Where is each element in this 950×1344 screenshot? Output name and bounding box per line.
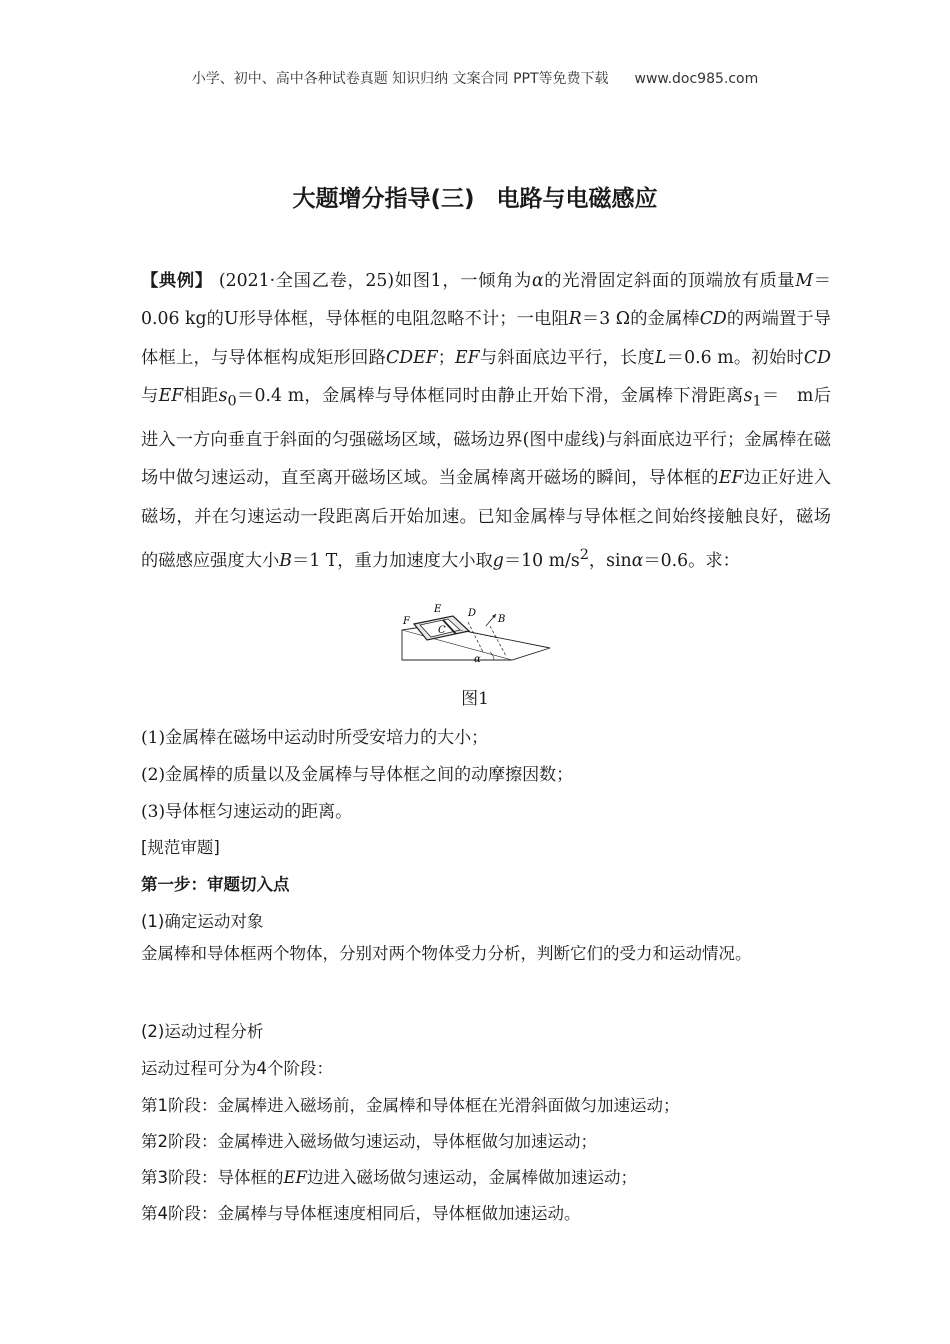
example-source: (2021·全国乙卷，25) xyxy=(218,271,395,291)
label-D: D xyxy=(468,608,477,619)
b-arrow-head xyxy=(492,614,496,618)
var-g: g xyxy=(492,551,504,572)
text: ＝0.4 m，金属棒与导体框同时由静止开始下滑，金属棒下滑距离 xyxy=(236,386,744,407)
figure-incline-diagram xyxy=(398,604,558,668)
stage-text: 第3阶段：导体框的 xyxy=(141,1168,284,1187)
subsection-1-body: 金属棒和导体框两个物体，分别对两个物体受力分析，判断它们的受力和运动情况。 xyxy=(141,944,752,963)
text: 与斜面底边平行，长度 xyxy=(479,347,655,368)
var-M: M xyxy=(795,271,814,291)
figure-caption: 图1 xyxy=(461,689,489,709)
text: ＝0.06 kg的U形导体框，导体框的电阻忽略不计；一电阻 xyxy=(141,271,831,330)
subscript: 0 xyxy=(227,393,237,410)
var-CD: CD xyxy=(699,309,727,330)
label-C: C xyxy=(438,625,446,636)
var-s: s xyxy=(743,386,753,407)
var-alpha: α xyxy=(631,551,644,572)
subsection-2-title: (2)运动过程分析 xyxy=(141,1022,264,1041)
example-tag: 【典例】 xyxy=(141,271,213,291)
header-url: www.doc985.com xyxy=(634,71,759,87)
text: ＝ m后进入一方向垂直于斜面的匀强磁场区域，磁场边界(图中虚线)与斜面底边平行；金属棒在磁场中做匀速运动，直至离开磁场区域。当金属棒离开磁场的瞬间，导体框的 xyxy=(141,386,831,489)
text: ； xyxy=(437,347,456,368)
var-EF: EF xyxy=(283,1168,307,1187)
question-2: (2)金属棒的质量以及金属棒与导体框之间的动摩擦因数； xyxy=(141,765,574,785)
text: 边正好进入磁场，并在匀速运动一段距离后开始加速。已知金属棒与导体框之间始终接触良好，磁场的磁感应强度大小 xyxy=(141,468,831,572)
var-EF: EF xyxy=(718,468,744,489)
var-CD: CD xyxy=(803,347,831,368)
var-CDEF: CDEF xyxy=(386,347,438,368)
label-B: B xyxy=(498,614,506,625)
label-alpha: α xyxy=(474,654,481,665)
stage-text: 第4阶段：金属棒与导体框速度相同后，导体框做加速运动。 xyxy=(141,1204,581,1223)
page-title xyxy=(0,180,950,213)
text: 与 xyxy=(141,386,159,407)
stage-1 xyxy=(141,1092,841,1116)
text: 的两端置于导体框上，与导体框构成矩形回路 xyxy=(141,309,831,368)
var-EF: EF xyxy=(158,386,184,407)
text: ＝0.6 m。初始时 xyxy=(666,347,804,368)
text: 相距 xyxy=(183,386,219,407)
analysis-heading: [规范审题] xyxy=(141,838,220,857)
text: ＝0.6。求： xyxy=(643,551,740,572)
stage-text: 第2阶段：金属棒进入磁场做匀速运动，导体框做匀加速运动； xyxy=(141,1132,597,1151)
text: ，sin xyxy=(588,551,632,572)
label-E: E xyxy=(434,604,442,615)
subsection-1-title: (1)确定运动对象 xyxy=(141,912,264,931)
var-B: B xyxy=(279,551,292,572)
text: ＝3 Ω的金属棒 xyxy=(581,309,700,330)
var-L: L xyxy=(654,347,667,368)
title-main: 大题增分指导(三) xyxy=(292,186,475,212)
subsection-2-intro: 运动过程可分为4个阶段： xyxy=(141,1059,333,1078)
stage-2 xyxy=(141,1128,841,1152)
stage-3 xyxy=(141,1164,841,1188)
text: 如图1，一倾角为 xyxy=(394,271,532,291)
subscript: 1 xyxy=(752,393,762,410)
text: ＝10 m/s xyxy=(503,551,580,572)
stage-text: 第1阶段：金属棒进入磁场前，金属棒和导体框在光滑斜面做匀加速运动； xyxy=(141,1096,680,1115)
title-sub: 电路与电磁感应 xyxy=(496,186,658,212)
page-header xyxy=(0,68,950,88)
superscript: 2 xyxy=(579,547,589,564)
text: ＝1 T，重力加速度大小取 xyxy=(291,551,493,572)
var-alpha: α xyxy=(531,271,544,291)
example-paragraph xyxy=(141,262,831,580)
var-EF: EF xyxy=(455,347,480,368)
question-3: (3)导体框匀速运动的距离。 xyxy=(141,802,353,822)
question-1: (1)金属棒在磁场中运动时所受安培力的大小； xyxy=(141,728,489,748)
text: 的光滑固定斜面的顶端放有质量 xyxy=(543,271,796,291)
step-1-heading: 第一步：审题切入点 xyxy=(141,875,290,894)
stage-4 xyxy=(141,1200,841,1224)
label-F: F xyxy=(403,616,410,627)
var-R: R xyxy=(568,309,582,330)
stage-text: 边进入磁场做匀速运动，金属棒做加速运动； xyxy=(307,1168,637,1187)
header-text: 小学、初中、高中各种试卷真题 知识归纳 文案合同 PPT等免费下载 xyxy=(191,71,609,87)
var-s: s xyxy=(218,386,228,407)
